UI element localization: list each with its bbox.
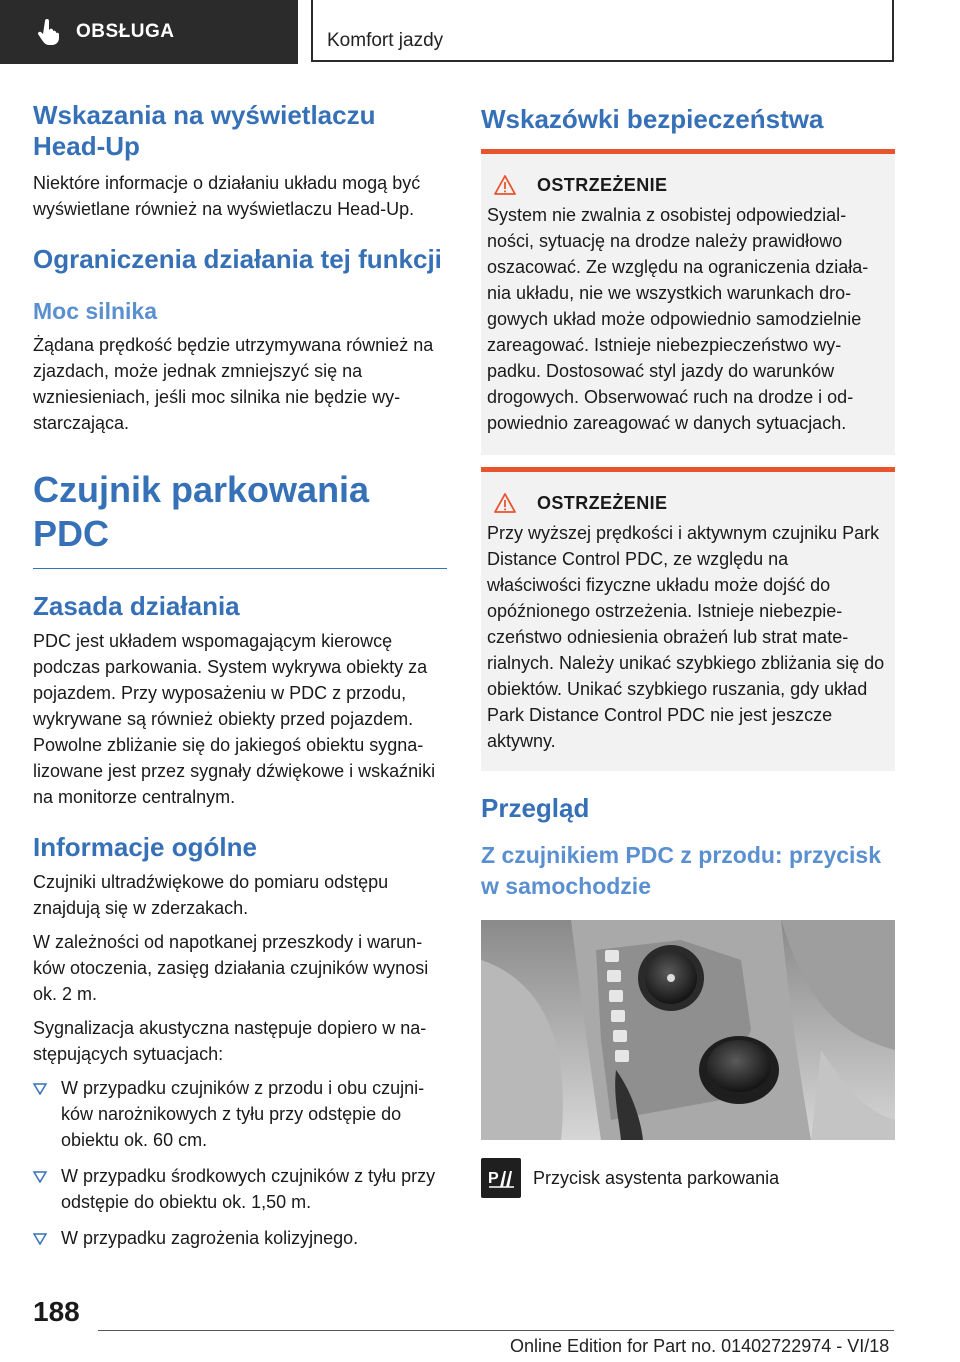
caption-row (481, 1158, 779, 1198)
paragraph-hud: Niektóre informacje o działaniu układu mogą być wyświetlane również na wyświetlaczu Head-Up. (33, 173, 421, 219)
heading-safety: Wskazówki bezpieczeństwa (481, 104, 824, 134)
paragraph-general-3: Sygnalizacja akustyczna następuje dopiero w następujących sytuacjach: (33, 1018, 427, 1064)
heading-engine: Moc silnika (33, 298, 157, 324)
heading-general: Informacje ogólne (33, 832, 257, 862)
warning-triangle-icon (493, 492, 517, 514)
chapter-title: Komfort jazdy (327, 30, 444, 51)
heading-front-button: Z czujnikiem PDC z przodu: przycisk w samochodzie (481, 842, 882, 899)
paragraph-general-2: W zależności od napotkanej przeszkody i warunków otoczenia, zasięg działania czujników wynosi ok. 2 m. (33, 932, 429, 1004)
triangle-bullet-icon (33, 1083, 47, 1095)
list-item-text: W przypadku środkowych czujników z tyłu przy odstępie do obiektu ok. 1,50 m. (61, 1166, 436, 1212)
parking-assist-button-icon (481, 1158, 521, 1198)
bullet-list (33, 1075, 447, 1251)
console-photo (481, 920, 895, 1140)
heading-rule (33, 568, 447, 569)
triangle-bullet-icon (33, 1233, 47, 1245)
warning-text: Przy wyższej prędkości i aktywnym czujniku Park Distance Control PDC, ze względu na właściwości fizyczne układu może dojść do opóźnionego ostrzeżenia. Istnieje niebezpieczeństwo odniesienia obrażeń lub strat materialnych. Należy unikać szybkiego zbliżania się do obiektów. Unikać szybkiego ruszania, gdy układ Park Distance Control PDC nie jest jeszcze aktywny. (487, 523, 885, 751)
warning-box (481, 467, 895, 771)
center-console-image (481, 920, 895, 1140)
warning-box (481, 149, 895, 455)
heading-principle: Zasada działania (33, 591, 240, 621)
paragraph-principle: PDC jest układem wspomagającym kierowcę podczas parkowania. System wykrywa obiekty za pojazdem. Przy wyposażeniu w PDC z przodu, wykrywane są również obiekty przed pojazdem. Powolne zbliżanie się do jakiegoś obiektu sygnalizowane jest przez sygnały dźwiękowe i wskaźniki na monitorze centralnym. (33, 631, 436, 807)
paragraph-engine: Żądana prędkość będzie utrzymywana również na zjazdach, może jednak zmniejszyć się na wzniesieniach, jeśli moc silnika nie będzie wystarczająca. (33, 335, 434, 433)
warning-header (481, 154, 895, 196)
caption-text: Przycisk asystenta parkowania (533, 1167, 780, 1188)
list-item (33, 1225, 447, 1251)
heading-limits: Ograniczenia działania tej funkcji (33, 244, 442, 274)
list-item (33, 1075, 447, 1153)
list-item (33, 1163, 447, 1215)
heading-hud: Wskazania na wyświetlaczu Head-Up (33, 100, 376, 161)
section-label: OBSŁUGA (76, 21, 175, 42)
footer-edition: Online Edition for Part no. 01402722974 - VI/18 (510, 1336, 890, 1356)
warning-triangle-icon (493, 174, 517, 196)
warning-title: OSTRZEŻENIE (537, 174, 668, 195)
svg-text:P: P (488, 1170, 499, 1187)
list-item-text: W przypadku zagrożenia kolizyjnego. (61, 1228, 359, 1248)
footer-rule (98, 1330, 894, 1331)
warning-title: OSTRZEŻENIE (537, 492, 668, 513)
hand-pointer-icon (36, 19, 60, 45)
chapter-title-box (311, 0, 894, 62)
warning-header (481, 472, 895, 514)
page-number: 188 (33, 1296, 80, 1327)
left-column (33, 100, 447, 1251)
triangle-bullet-icon (33, 1171, 47, 1183)
section-tab (0, 0, 298, 64)
list-item-text: W przypadku czujników z przodu i obu czujników narożnikowych z tyłu przy odstępie do obiektu ok. 60 cm. (61, 1078, 425, 1150)
right-column (481, 100, 895, 1188)
heading-pdc: Czujnik parkowania PDC (33, 469, 370, 554)
warning-text: System nie zwalnia z osobistej odpowiedzialności, sytuację na drodze należy prawidłowo oszacować. Ze względu na ograniczenia działania układu, nie we wszystkich warunkach drogowych układ może odpowiednio samodzielnie zareagować. Istnieje niebezpieczeństwo wypadku. Dostosować styl jazdy do warunków drogowych. Obserwować ruch na drodze i odpowiednio zareagować w danych sytuacjach. (487, 205, 869, 433)
paragraph-general-1: Czujniki ultradźwiękowe do pomiaru odstępu znajdują się w zderzakach. (33, 872, 389, 918)
heading-overview: Przegląd (481, 793, 590, 823)
